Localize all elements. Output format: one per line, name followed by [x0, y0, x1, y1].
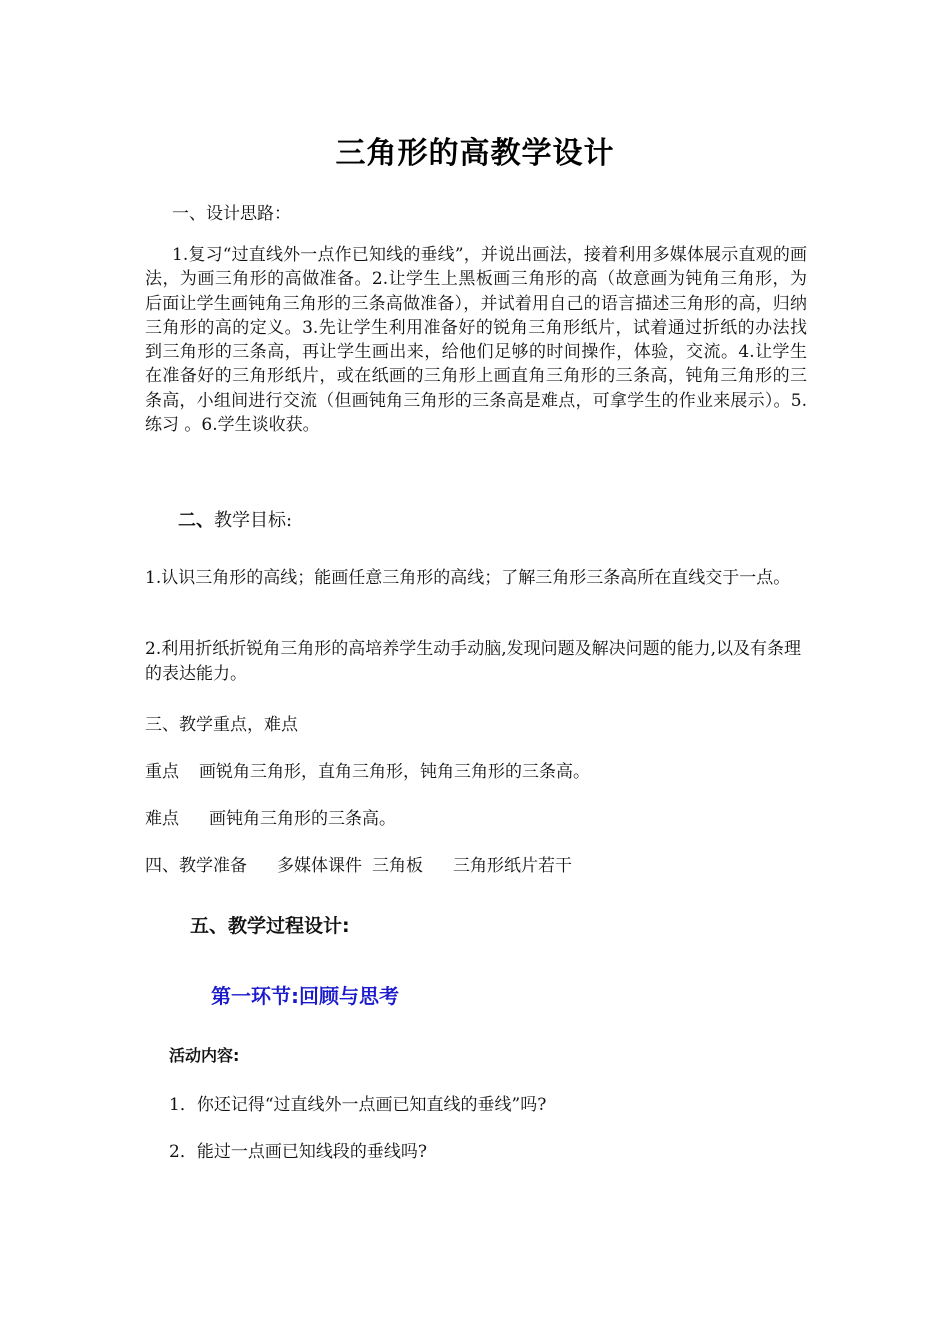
difficult-point-line — [145, 804, 396, 829]
section5-heading: 五、教学过程设计: — [190, 915, 350, 937]
section1-body: 1.复习“过直线外一点作已知线的垂线”，并说出画法，接着利用多媒体展示直观的画法，为画三角形的高做准备。2.让学生上黑板画三角形的高（故意画为钝角三角形，为后面让学生画钝角三角形的三条高做准备），并试着用自己的语言描述三角形的高，归纳三角形的高的定义。3.先让学生利用准备好的锐角三角形纸片，试着通过折纸的办法找到三角形的三条高，再让学生画出来，给他们足够的时间操作，体验，交流。4.让学生在准备好的三角形纸片，或在纸画的三角形上画直角三角形的三条高，钝角三角形的三条高，小组间进行交流（但画钝角三角形的三条高是难点，可拿学生的作业来展示）。5.练习 。6.学生谈收获。 — [145, 245, 807, 436]
goal-2: 2.利用折纸折锐角三角形的高培养学生动手动脑,发现问题及解决问题的能力,以及有条理的表达能力。 — [145, 639, 802, 684]
stage1-title: 第一环节:回顾与思考 — [211, 984, 399, 1008]
prep-item-set-square: 三角板 — [372, 856, 423, 876]
difficult-point-text: 画钝角三角形的三条高。 — [209, 809, 396, 829]
difficult-point-label: 难点 — [145, 809, 179, 829]
section2-heading — [178, 506, 292, 532]
question-1: 1．你还记得“过直线外一点画已知直线的垂线”吗? — [169, 1095, 547, 1115]
section1-heading: 一、设计思路： — [172, 204, 291, 224]
section3-heading: 三、教学重点，难点 — [145, 715, 298, 735]
section4-heading: 四、教学准备 — [145, 856, 247, 876]
prep-item-paper-triangles: 三角形纸片若干 — [453, 856, 572, 876]
prep-item-courseware: 多媒体课件 — [277, 856, 362, 876]
document-title: 三角形的高教学设计 — [335, 136, 615, 171]
activity-label: 活动内容: — [169, 1046, 240, 1065]
key-point-line — [145, 757, 590, 782]
section2-heading-number: 二、 — [178, 510, 214, 531]
key-point-label: 重点 — [145, 762, 179, 782]
goal-1: 1.认识三角形的高线；能画任意三角形的高线；了解三角形三条高所在直线交于一点。 — [145, 568, 791, 588]
question-2: 2．能过一点画已知线段的垂线吗? — [169, 1142, 427, 1162]
section4-line — [145, 851, 572, 876]
key-point-text: 画锐角三角形，直角三角形，钝角三角形的三条高。 — [199, 762, 590, 782]
section2-heading-text: 教学目标: — [214, 510, 293, 531]
